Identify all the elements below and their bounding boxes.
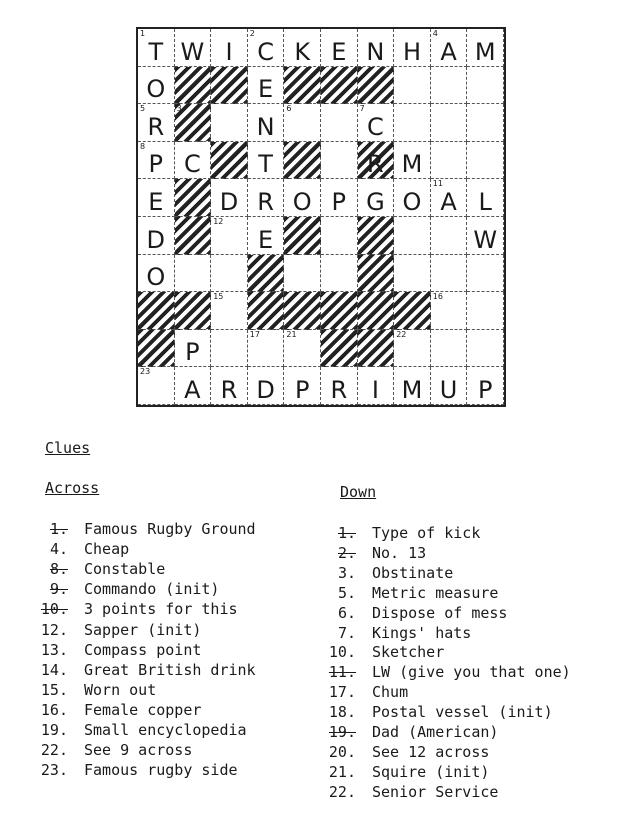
cell-letter: A [440, 187, 457, 216]
grid-cell [284, 255, 321, 293]
cell-number: 11 [432, 179, 443, 189]
clue-text: Senior Service [372, 782, 499, 801]
grid-cell [211, 29, 248, 67]
clue-text: Sketcher [372, 643, 445, 662]
cell-letter: I [225, 37, 233, 66]
cell-letter: E [148, 187, 164, 216]
grid-cell [467, 255, 504, 293]
grid-cell [248, 330, 285, 368]
grid-cell [467, 330, 504, 368]
cell-number: 2 [249, 29, 255, 38]
grid-cell [175, 29, 212, 67]
clue-item [30, 661, 256, 679]
grid-cell [467, 67, 504, 105]
clue-text: LW (give you that one) [372, 663, 571, 682]
cell-number: 21 [286, 329, 297, 339]
cell-number: 12 [213, 217, 224, 226]
grid-cell [284, 67, 321, 105]
grid-cell [138, 367, 175, 405]
grid-cell [284, 217, 321, 255]
grid-cell [358, 142, 395, 180]
crossword-grid [136, 27, 506, 407]
grid-cell [394, 104, 431, 142]
clue-text: Famous Rugby Ground [84, 520, 256, 538]
clue-text: Sapper (init) [84, 620, 202, 639]
grid-cell [175, 292, 212, 330]
grid-cell [175, 142, 212, 180]
grid-cell [358, 217, 395, 255]
grid-cell [467, 217, 504, 255]
clue-item [318, 723, 498, 741]
grid-cell [284, 367, 321, 405]
clue-number: 10. [40, 600, 68, 619]
grid-cell [211, 104, 248, 142]
grid-cell [284, 292, 321, 330]
clue-number: 15. [40, 680, 68, 699]
cell-letter: P [185, 338, 200, 367]
clue-item [30, 721, 247, 739]
clue-text: Kings' hats [372, 623, 472, 642]
clue-number: 14. [40, 660, 68, 679]
cell-number: 4 [432, 29, 438, 38]
grid-cell [211, 367, 248, 405]
clue-text: Squire (init) [372, 762, 490, 781]
grid-cell [321, 104, 358, 142]
clue-text: Cheap [84, 540, 130, 559]
grid-cell [248, 217, 285, 255]
grid-cell [431, 29, 468, 67]
grid-cell [467, 29, 504, 67]
grid-cell [138, 330, 175, 368]
clue-item [318, 564, 453, 582]
cell-number: 8 [140, 141, 146, 151]
cell-letter: D [219, 187, 239, 216]
clue-number: 4. [49, 540, 68, 559]
cell-letter: N [256, 112, 275, 141]
cell-letter: O [146, 263, 166, 292]
clue-text: Obstinate [372, 563, 454, 582]
clue-text: Small encyclopedia [84, 721, 247, 739]
cell-letter: R [367, 150, 384, 179]
cell-letter: W [180, 37, 205, 66]
cell-number: 1 [140, 29, 146, 38]
cell-letter: M [474, 37, 496, 66]
clue-number: 3. [337, 563, 356, 582]
cell-number: 23 [140, 367, 151, 377]
grid-cell [394, 292, 431, 330]
clue-item [318, 624, 471, 642]
grid-cell [358, 367, 395, 405]
clue-item [318, 783, 498, 801]
cell-letter: H [402, 37, 421, 66]
cell-letter: P [477, 375, 493, 404]
clue-text: Famous rugby side [84, 761, 238, 780]
clue-number: 9. [49, 580, 68, 599]
grid-cell [175, 330, 212, 368]
clue-number: 22. [328, 782, 356, 801]
clue-number: 6. [337, 603, 356, 622]
clue-item [30, 520, 256, 538]
grid-cell [321, 217, 358, 255]
grid-cell [358, 29, 395, 67]
grid-cell [248, 104, 285, 142]
cell-letter: A [184, 375, 201, 404]
grid-cell [211, 330, 248, 368]
grid-cell [175, 179, 212, 217]
clue-item [30, 621, 201, 639]
grid-cell [248, 179, 285, 217]
grid-cell [467, 142, 504, 180]
clue-text: No. 13 [372, 543, 427, 562]
grid-cell [467, 179, 504, 217]
clues-heading: Clues [45, 439, 91, 457]
clue-number: 10. [328, 643, 356, 662]
grid-cell [321, 29, 358, 67]
grid-cell [175, 367, 212, 405]
cell-number: 6 [286, 104, 292, 114]
clue-number: 20. [328, 742, 356, 761]
grid-cell [394, 29, 431, 67]
cell-letter: D [256, 375, 275, 404]
clue-number: 5. [337, 583, 356, 602]
clue-item [318, 584, 498, 602]
grid-cell [358, 292, 395, 330]
clue-text: See 9 across [84, 741, 193, 760]
grid-cell [211, 255, 248, 293]
cell-letter: E [258, 225, 274, 254]
across-heading: Across [45, 479, 100, 497]
clue-item [30, 600, 238, 618]
grid-cell [248, 67, 285, 105]
grid-cell [321, 67, 358, 105]
clue-number: 8. [49, 560, 68, 579]
grid-cell [248, 142, 285, 180]
cell-letter: A [440, 37, 457, 66]
cell-letter: P [148, 150, 164, 179]
grid-cell [138, 142, 175, 180]
cell-letter: C [257, 37, 274, 66]
grid-cell [175, 104, 212, 142]
grid-cell [321, 255, 358, 293]
cell-letter: R [257, 187, 274, 216]
clue-number: 1. [337, 524, 356, 542]
cell-letter: R [220, 375, 238, 404]
clue-text: Worn out [84, 680, 157, 699]
cell-letter: R [147, 112, 165, 141]
cell-letter: E [331, 37, 347, 66]
grid-cell [358, 179, 395, 217]
cell-number: 15 [213, 292, 224, 302]
grid-cell [138, 67, 175, 105]
grid-cell [358, 67, 395, 105]
grid-cell [175, 255, 212, 293]
clue-number: 19. [40, 721, 68, 739]
grid-cell [138, 292, 175, 330]
clue-text: Dad (American) [372, 723, 499, 741]
cell-letter: O [402, 187, 422, 216]
clue-text: Type of kick [372, 524, 481, 542]
clue-item [318, 683, 408, 701]
clue-text: Dispose of mess [372, 603, 508, 622]
clue-item [30, 560, 165, 578]
clue-item [318, 703, 553, 721]
cell-letter: W [473, 225, 498, 254]
clue-number: 23. [40, 761, 68, 780]
cell-letter: U [439, 375, 458, 404]
cell-number: 5 [140, 104, 146, 114]
cell-letter: O [292, 187, 312, 216]
clue-text: Metric measure [372, 583, 499, 602]
grid-cell [394, 217, 431, 255]
grid-cell [358, 255, 395, 293]
grid-cell [284, 179, 321, 217]
grid-cell [431, 330, 468, 368]
grid-cell [321, 330, 358, 368]
cell-letter: M [401, 375, 423, 404]
grid-cell [358, 330, 395, 368]
grid-cell [211, 292, 248, 330]
clue-number: 17. [328, 683, 356, 702]
cell-letter: E [258, 75, 274, 104]
grid-cell [394, 255, 431, 293]
cell-letter: L [478, 187, 492, 216]
clue-number: 19. [328, 723, 356, 741]
grid-cell [394, 179, 431, 217]
clue-item [318, 743, 489, 761]
clue-item [30, 761, 238, 779]
cell-letter: G [366, 187, 385, 216]
cell-letter: P [331, 187, 347, 216]
clue-text: Constable [84, 560, 166, 579]
grid-cell [431, 292, 468, 330]
clue-item [318, 763, 489, 781]
clue-item [30, 701, 201, 719]
cell-number: 16 [432, 292, 443, 302]
grid-cell [138, 29, 175, 67]
cell-letter: D [146, 225, 166, 254]
grid-cell [431, 179, 468, 217]
grid-cell [248, 255, 285, 293]
grid-cell [211, 67, 248, 105]
cell-letter: I [371, 375, 379, 404]
cell-number: 3 [176, 104, 182, 114]
down-heading: Down [340, 483, 377, 501]
grid-cell [431, 217, 468, 255]
clue-text: See 12 across [372, 742, 490, 761]
grid-cell [431, 255, 468, 293]
clue-number: 18. [328, 703, 356, 722]
clue-text: Chum [372, 683, 409, 702]
grid-cell [284, 104, 321, 142]
grid-cell [467, 104, 504, 142]
cell-letter: M [401, 150, 423, 179]
grid-cell [321, 142, 358, 180]
grid-cell [248, 29, 285, 67]
clue-number: 2. [337, 543, 356, 562]
cell-number: 7 [359, 104, 365, 114]
grid-cell [248, 367, 285, 405]
grid-cell [175, 217, 212, 255]
grid-cell [211, 179, 248, 217]
grid-cell [211, 142, 248, 180]
cell-letter: P [294, 375, 310, 404]
grid-cell [138, 217, 175, 255]
cell-letter: N [366, 37, 385, 66]
grid-cell [467, 367, 504, 405]
clue-item [30, 681, 156, 699]
cell-letter: O [146, 75, 166, 104]
cell-number: 17 [249, 329, 260, 339]
clue-text: Female copper [84, 700, 202, 719]
clue-text: Postal vessel (init) [372, 703, 553, 722]
clue-text: 3 points for this [84, 600, 238, 619]
cell-letter: C [184, 150, 201, 179]
clue-text: Commando (init) [84, 580, 220, 599]
grid-cell [431, 67, 468, 105]
grid-cell [138, 104, 175, 142]
clue-number: 13. [40, 640, 68, 659]
clue-item [30, 580, 219, 598]
grid-cell [394, 142, 431, 180]
cell-letter: C [367, 112, 384, 141]
clue-item [30, 641, 201, 659]
clue-number: 11. [328, 663, 356, 682]
clue-number: 1. [49, 520, 68, 538]
clue-item [318, 604, 507, 622]
grid-cell [248, 292, 285, 330]
grid-cell [321, 367, 358, 405]
cell-letter: R [330, 375, 348, 404]
cell-letter: K [294, 37, 311, 66]
grid-cell [284, 29, 321, 67]
grid-cell [431, 104, 468, 142]
grid-cell [394, 330, 431, 368]
grid-cell [175, 67, 212, 105]
clue-item [318, 524, 480, 542]
grid-cell [284, 142, 321, 180]
grid-cell [467, 292, 504, 330]
clue-item [318, 544, 426, 562]
grid-cell [394, 367, 431, 405]
grid-cell [138, 255, 175, 293]
grid-cell [211, 217, 248, 255]
clue-text: Great British drink [84, 660, 256, 679]
cell-letter: T [148, 37, 164, 66]
grid-cell [321, 292, 358, 330]
grid-cell [138, 179, 175, 217]
grid-cell [394, 67, 431, 105]
clue-item [318, 643, 444, 661]
cell-letter: T [258, 150, 273, 179]
clue-number: 16. [40, 700, 68, 719]
grid-cell [321, 179, 358, 217]
clue-number: 22. [40, 741, 68, 760]
grid-cell [358, 104, 395, 142]
clue-item [30, 741, 192, 759]
clue-item [318, 663, 571, 681]
clue-text: Compass point [84, 640, 202, 659]
grid-cell [431, 367, 468, 405]
cell-number: 22 [396, 329, 407, 339]
grid-cell [284, 330, 321, 368]
grid-cell [431, 142, 468, 180]
clue-number: 7. [337, 623, 356, 642]
clue-item [30, 540, 129, 558]
clue-number: 12. [40, 620, 68, 639]
clue-number: 21. [328, 762, 356, 781]
